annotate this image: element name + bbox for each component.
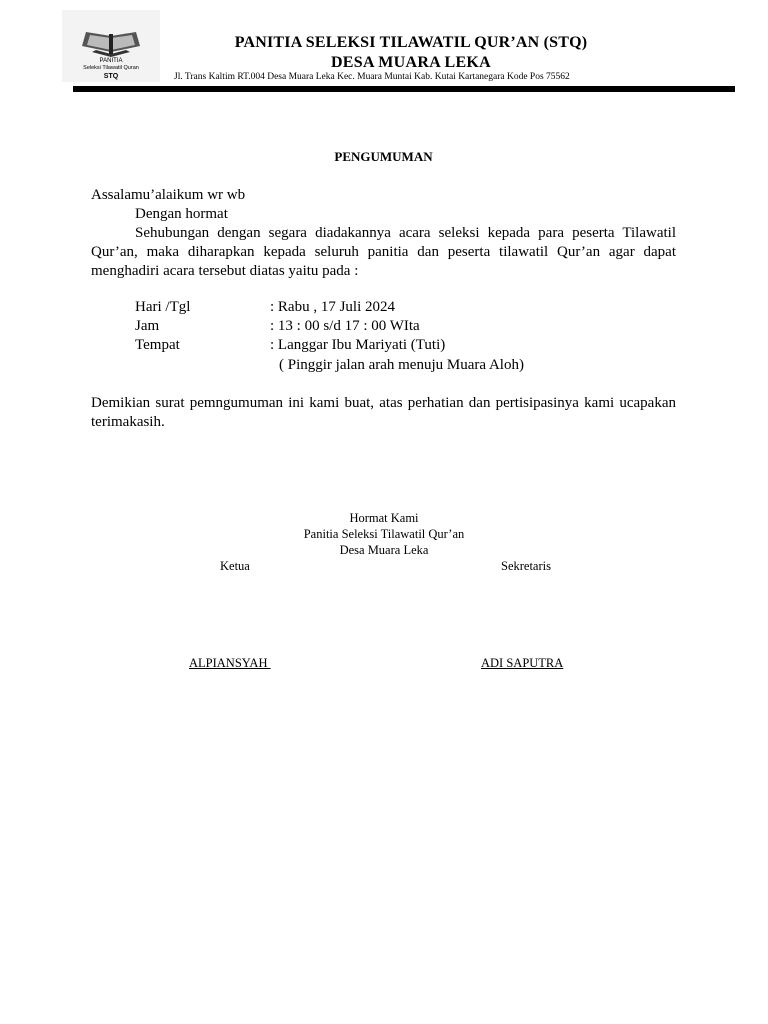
signature-right-role: Sekretaris: [501, 559, 551, 573]
signature-village: Desa Muara Leka: [339, 543, 429, 557]
signature-regards: Hormat Kami: [349, 511, 419, 525]
closing-paragraph: Demikian surat pemngumuman ini kami buat, atas perhatian dan pertisipasinya kami ucapakan terimakasih.: [91, 395, 676, 430]
signature-left-role: Ketua: [220, 559, 250, 573]
letterhead-address: Jl. Trans Kaltim RT.004 Desa Muara Leka Kec. Muara Muntai Kab. Kutai Kartanegara Kode Pos 75562: [174, 72, 570, 82]
greeting: Assalamu’alaikum wr wb: [91, 187, 246, 203]
letterhead-subtitle: DESA MUARA LEKA: [330, 54, 492, 71]
detail-label: Tempat: [135, 337, 180, 353]
signature-committee: Panitia Seleksi Tilawatil Qur’an: [303, 527, 465, 541]
detail-value: : 13 : 00 s/d 17 : 00 WIta: [270, 318, 420, 334]
logo-text-seleksi: Seleksi Tilawatil Quran: [83, 65, 139, 71]
opening: Dengan hormat: [135, 206, 228, 222]
signature-right-name: ADI SAPUTRA: [481, 656, 564, 670]
letterhead-title: PANITIA SELEKSI TILAWATIL QUR’AN (STQ): [234, 34, 588, 51]
logo-text-stq: STQ: [103, 73, 119, 80]
document-title: PENGUMUMAN: [334, 149, 433, 164]
logo-text-panitia: PANITIA: [99, 58, 123, 64]
detail-label: Hari /Tgl: [135, 299, 191, 315]
organization-logo: [62, 10, 160, 82]
letterhead-divider: [73, 86, 735, 92]
signature-left-name: ALPIANSYAH: [189, 656, 271, 670]
location-note: ( Pinggir jalan arah menuju Muara Aloh): [279, 357, 524, 373]
open-quran-book-icon: [80, 30, 142, 58]
detail-value: : Langgar Ibu Mariyati (Tuti): [270, 337, 446, 353]
body-paragraph: Sehubungan dengan segara diadakannya acara seleksi kepada para peserta Tilawatil Qur’an, maka diharapkan kepada seluruh panitia dan peserta tilawatil Qur’an agar dapat menghadiri acara tersebut diatas yaitu pada :: [91, 225, 676, 279]
detail-label: Jam: [135, 318, 160, 334]
detail-value: : Rabu , 17 Juli 2024: [270, 299, 396, 315]
